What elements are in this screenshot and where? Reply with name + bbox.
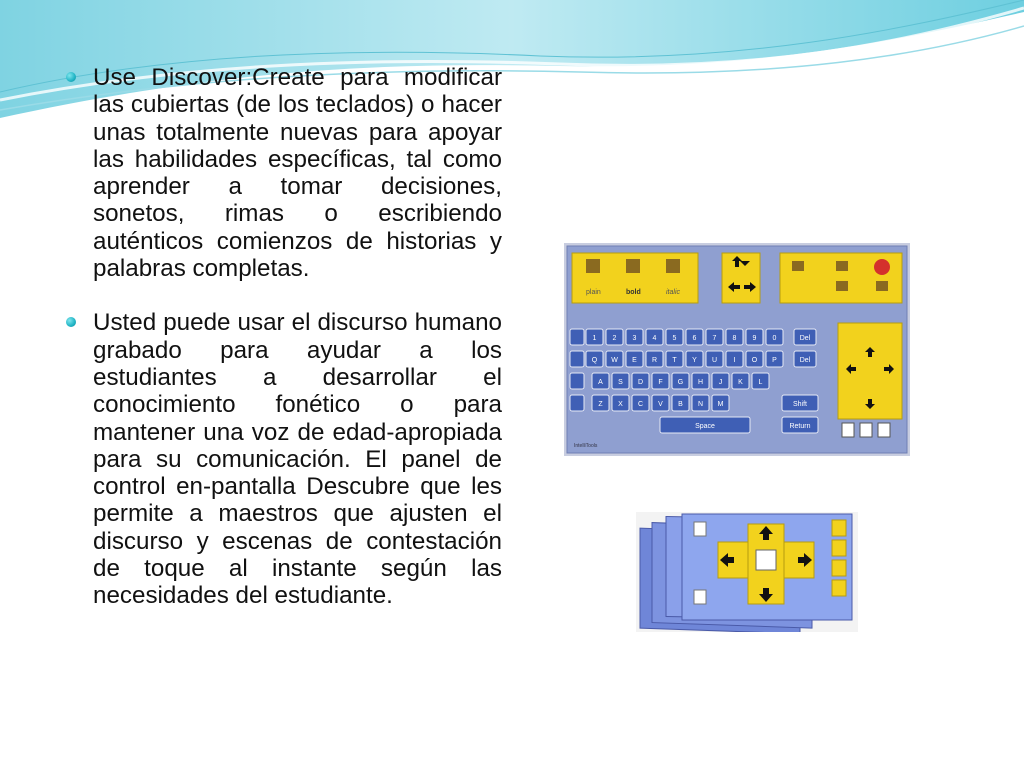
kbd-key-label: G (677, 379, 684, 386)
kbd-key-label: D (637, 379, 644, 386)
kbd-key-label: C (637, 401, 644, 408)
kbd-plain-label: plain (586, 289, 601, 296)
kbd-key-return-label: Return (789, 423, 811, 430)
keyboard-overlay-image (564, 243, 910, 456)
kbd-key-label: R (651, 357, 658, 364)
overlay-cards-image (636, 512, 858, 632)
kbd-key-shift-label: Shift (792, 401, 808, 408)
kbd-key-label: 9 (752, 335, 757, 342)
kbd-key-label: 4 (652, 335, 657, 342)
kbd-key-label: N (697, 401, 704, 408)
kbd-key-label: 3 (632, 335, 637, 342)
kbd-key-label: I (733, 357, 736, 364)
kbd-side-key (570, 351, 584, 367)
kbd-key-del-label: Del (799, 357, 811, 364)
kbd-key-label: Y (692, 357, 697, 364)
kbd-bold-label: bold (626, 289, 641, 296)
kbd-key-space-label: Space (695, 423, 715, 430)
kbd-key-label: L (758, 379, 763, 386)
kbd-key-label: F (658, 379, 663, 386)
kbd-side-key (570, 373, 584, 389)
kbd-side-key (570, 395, 584, 411)
kbd-key-label: T (672, 357, 677, 364)
kbd-side-key (570, 329, 584, 345)
bullet-list (66, 64, 502, 637)
kbd-key-label: 1 (592, 335, 597, 342)
kbd-key-label: Q (591, 357, 598, 364)
kbd-key-label: A (598, 379, 603, 386)
kbd-brand: IntelliTools (574, 443, 598, 449)
kbd-key-label: K (738, 379, 743, 386)
kbd-key-label: 6 (692, 335, 697, 342)
kbd-key-label: W (611, 357, 618, 364)
kbd-key-label: P (772, 357, 777, 364)
kbd-key-label: X (618, 401, 623, 408)
kbd-key-label: H (697, 379, 704, 386)
kbd-key-label: V (658, 401, 663, 408)
kbd-key-label: O (751, 357, 758, 364)
kbd-key-label: 7 (712, 335, 717, 342)
bullet-item-1: Use Discover:Create para modificar las cubiertas (de los teclados) o hacer unas totalmente nuevas para apoyar las habilidades específicas, tal como aprender a tomar decisiones, sonetos, rimas o escribiendo auténticos comienzos de historias y palabras completas. (66, 64, 502, 282)
kbd-key-label: 2 (612, 335, 617, 342)
kbd-key-label: 0 (772, 335, 777, 342)
kbd-key-label: B (678, 401, 683, 408)
bullet-item-2: Usted puede usar el discurso humano grabado para ayudar a los estudiantes a desarrollar el conocimiento fonético o para mantener una voz de edad-apropiada para su comunicación. El panel de control en-pantalla Descubre que les permite a maestros que ajusten el discurso y escenas de contestación de toque al instante según las necesidades del estudiante. (66, 309, 502, 609)
kbd-key-label: U (711, 357, 718, 364)
kbd-key-label: S (618, 379, 623, 386)
kbd-key-label: M (717, 401, 724, 408)
kbd-key-label: Z (598, 401, 603, 408)
kbd-key-label: E (632, 357, 637, 364)
kbd-italic-label: italic (666, 289, 681, 296)
kbd-key-label: 8 (732, 335, 737, 342)
kbd-key-label: 5 (672, 335, 677, 342)
kbd-key-del-label: Del (799, 335, 811, 342)
kbd-key-label: J (718, 379, 723, 386)
